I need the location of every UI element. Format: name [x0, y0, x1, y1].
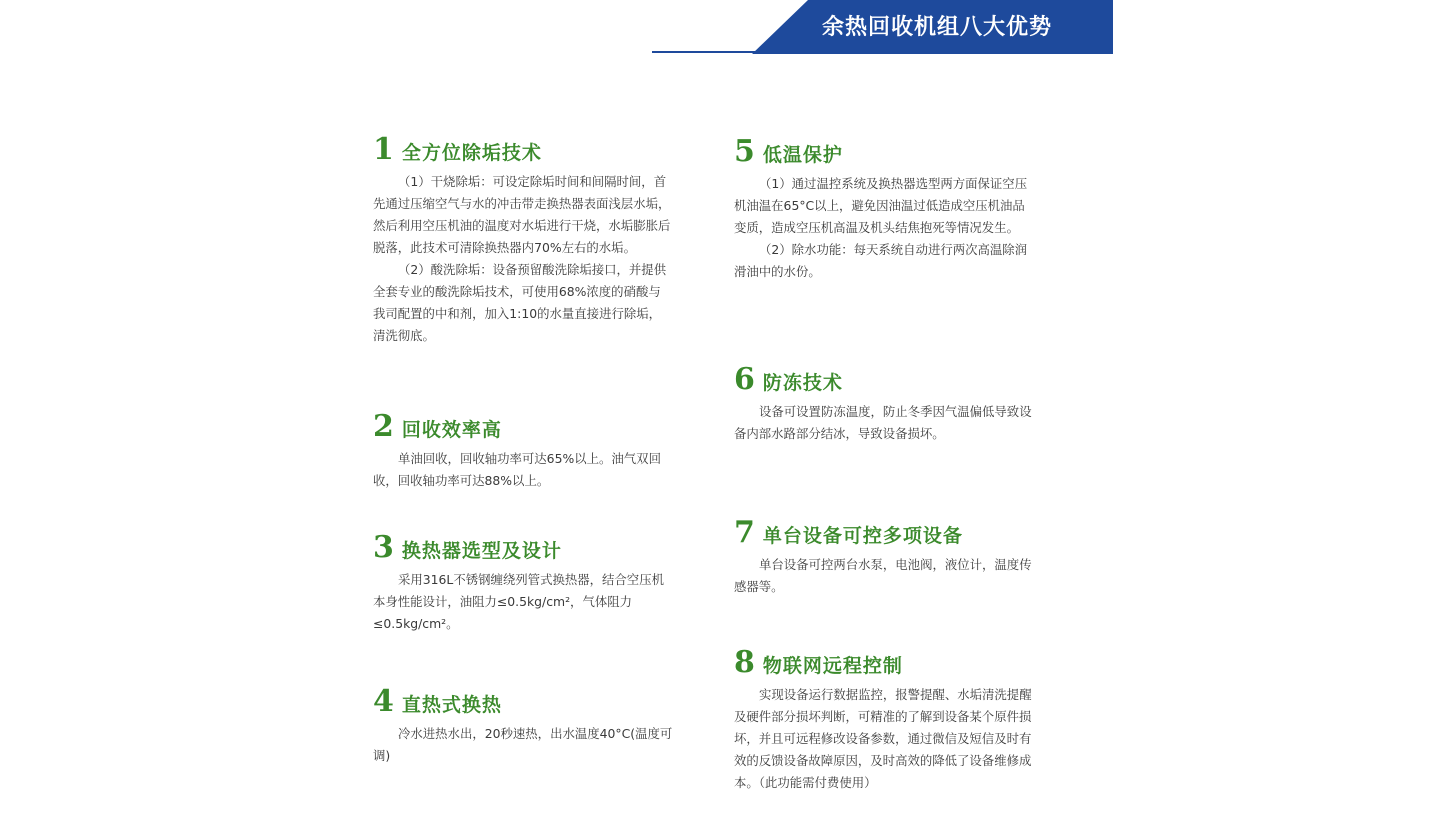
section-paragraph: （1）通过温控系统及换热器选型两方面保证空压机油温在65°C以上，避免因油温过低造成空压机油品变质，造成空压机高温及机头结焦抱死等情况发生。: [734, 176, 1028, 235]
section-paragraph: （2）酸洗除垢：设备预留酸洗除垢接口，并提供全套专业的酸洗除垢技术，可使用68%浓度的硝酸与我司配置的中和剂，加入1:10的水量直接进行除垢，清洗彻底。: [373, 262, 667, 343]
section-3: [373, 530, 673, 635]
section-heading: [373, 530, 673, 565]
section-paragraph: （1）干烧除垢：可设定除垢时间和间隔时间，首先通过压缩空气与水的冲击带走换热器表面浅层水垢，然后利用空压机油的温度对水垢进行干烧，水垢膨胀后脱落，此技术可清除换热器内70%左右的水垢。: [373, 174, 671, 255]
section-number: 1: [373, 132, 394, 167]
section-body: [734, 401, 1034, 445]
section-2: [373, 409, 673, 492]
section-body: [373, 723, 673, 767]
section-1: [373, 132, 673, 347]
section-paragraph: 实现设备运行数据监控，报警提醒、水垢清洗提醒及硬件部分损坏判断，可精准的了解到设备某个原件损坏，并且可远程修改设备参数，通过微信及短信及时有效的反馈设备故障原因，及时高效的降低了设备维修成本。（此功能需付费使用）: [734, 687, 1032, 790]
section-body: [734, 173, 1034, 283]
section-heading: [734, 134, 1034, 169]
section-4: [373, 684, 673, 767]
section-paragraph: （2）除水功能：每天系统自动进行两次高温除润滑油中的水份。: [734, 242, 1028, 279]
section-body: [373, 448, 673, 492]
section-paragraph: 采用316L不锈钢缠绕列管式换热器，结合空压机本身性能设计，油阻力≤0.5kg/cm²，气体阻力≤0.5kg/cm²。: [373, 572, 664, 631]
section-body: [373, 569, 673, 635]
section-title: 物联网远程控制: [762, 655, 903, 677]
section-heading: [734, 362, 1034, 397]
section-number: 5: [734, 134, 755, 169]
section-heading: [734, 515, 1034, 550]
section-number: 6: [734, 362, 755, 397]
section-number: 3: [373, 530, 394, 565]
section-title: 防冻技术: [762, 372, 843, 394]
section-paragraph: 单台设备可控两台水泵，电池阀，液位计，温度传感器等。: [734, 557, 1032, 594]
section-paragraph: 单油回收，回收轴功率可达65%以上。油气双回收，回收轴功率可达88%以上。: [373, 451, 661, 488]
section-title: 换热器选型及设计: [401, 540, 562, 562]
section-8: [734, 645, 1034, 794]
section-title: 低温保护: [762, 144, 843, 166]
section-body: [734, 684, 1034, 794]
section-heading: [734, 645, 1034, 680]
section-number: 2: [373, 409, 394, 444]
section-number: 8: [734, 645, 755, 680]
section-heading: [373, 132, 673, 167]
section-body: [373, 171, 673, 347]
section-number: 4: [373, 684, 394, 719]
section-title: 回收效率高: [401, 419, 502, 441]
section-number: 7: [734, 515, 755, 550]
section-7: [734, 515, 1034, 598]
section-6: [734, 362, 1034, 445]
section-title: 单台设备可控多项设备: [762, 525, 963, 547]
section-paragraph: 冷水进热水出，20秒速热，出水温度40°C(温度可调): [373, 726, 673, 763]
section-heading: [373, 684, 673, 719]
page-title: 余热回收机组八大优势: [822, 14, 1053, 40]
section-paragraph: 设备可设置防冻温度，防止冬季因气温偏低导致设备内部水路部分结冰，导致设备损坏。: [734, 404, 1032, 441]
section-body: [734, 554, 1034, 598]
section-5: [734, 134, 1034, 283]
section-title: 全方位除垢技术: [401, 142, 542, 164]
section-heading: [373, 409, 673, 444]
section-title: 直热式换热: [401, 694, 502, 716]
